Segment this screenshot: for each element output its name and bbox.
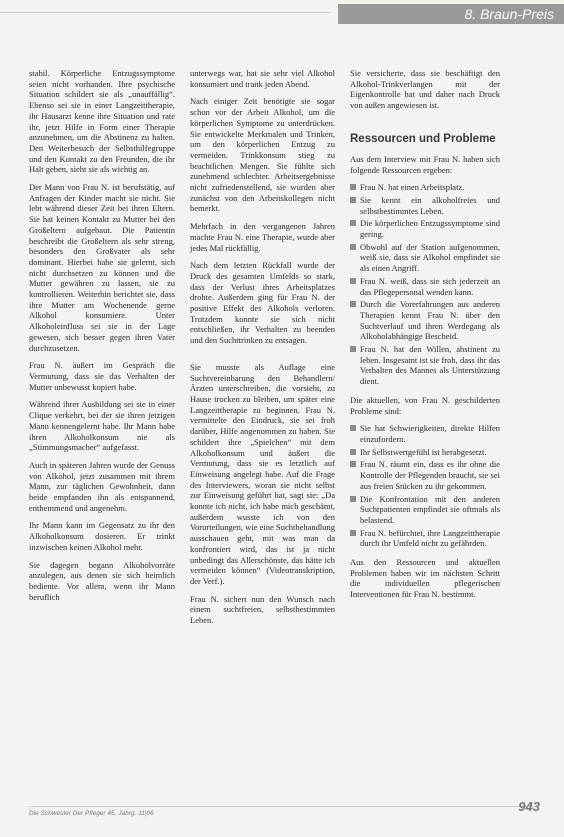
list-item: Sie kennt ein alkoholfreies und selbstbestimmtes Leben. [350,195,500,216]
list-item: Durch die Vorerfahrungen aus anderen Therapien kennt Frau N. über den Suchtverlauf und ihren Werdegang als Alkoholabhängige Bescheid. [350,299,500,342]
paragraph: Der Mann von Frau N. ist berufstätig, auf Anfragen der Kinder macht sie nicht. Sie lebt während dieser Zeit bei ihren Eltern. Sie hat keinen Kontakt zu Mutter bei den Großeltern aufgebaut. Die Patientin beschreibt die Großeltern als sehr streng, besonders den Großvater als sehr dominant. Hierbei habe sie gelernt, sich nicht durchsetzen zu können und die Mutter gewähren zu lassen, sie zu kontrollieren. Weiterhin berichtet sie, dass ihre Mutter am Wochenende gerne Alkohol konsumiere. Unter Alkoholeinfluss sei sie in der Lage gewesen, sich besser gegen ihren Vater durchzusetzen. [29,182,175,353]
paragraph: Sie versicherte, dass sie beschäftigt den Alkohol-Trinkverlangen mit der Eigenkontrolle hat und daher nach Druck von außen angewiesen ist. [350,68,500,111]
paragraph: Während ihrer Ausbildung sei sie in einer Clique verkehrt, bei der sie ihren jetzigen Mann kennengelernt habe. Ihr Mann habe ihren Alkoholkonsum nie als „Stimmungsmacher“ aufgefasst. [29,399,175,453]
list-item: Sie hat Schwierigkeiten, direkte Hilfen einzufordern. [350,423,500,444]
list-item: Frau N. räumt ein, dass es ihr ohne die Kontrolle der Pflegenden braucht, sie sei aus freien Stücken zu ihr gekommen. [350,459,500,491]
paragraph: Mehrfach in den vergangenen Jahren machte Frau N. eine Therapie, wurde aber jedes Mal rückfällig. [190,221,335,253]
list-item: Die körperlichen Entzugssymptome sind gering. [350,218,500,239]
problems-list [350,423,500,549]
list-item: Frau N. hat den Willen, abstinent zu leben. Insgesamt ist sie froh, dass ihr das Verhalten des Mannes als Unterstützung dient. [350,344,500,387]
column-1 [29,68,175,609]
list-item: Die Konfrontation mit den anderen Suchtpatienten empfindet sie oftmals als belastend. [350,494,500,526]
header-rule [0,12,330,13]
list-item: Frau N. weiß, dass sie sich jederzeit an das Pflegepersonal wenden kann. [350,276,500,297]
paragraph: Aus dem Interview mit Frau N. haben sich folgende Ressourcen ergeben: [350,153,500,175]
column-3 [350,68,500,607]
journal-name: Die Schwester Der Pfleger 45. Jahrg. 11|06 [29,810,154,817]
paragraph: Die aktuellen, von Frau N. geschilderten Probleme sind: [350,394,500,416]
paragraph: Frau N. äußert im Gespräch die Vermutung, dass sie das Verhalten der Mutter unbewusst kopiert habe. [29,360,175,392]
list-item: Frau N. befürchtet, ihre Langzeittherapie durch ihr Umfeld nicht zu gefährden. [350,528,500,549]
page-number: 943 [518,799,540,814]
paragraph: Auch in späteren Jahren wurde der Genuss von Alkohol, jetzt zusammen mit ihrem Mann, zur täglichen Gewohnheit, dann beide empfanden ihn als entspannend, enthemmend und angenehm. [29,459,175,513]
paragraph: Sie musste als Auflage eine Suchtvereinbarung den Behandlern/Ärzten unterschreiben, die vorsieht, zu Hause trocken zu bleiben, um später eine Langzeittherapie zu beginnen. Frau N. vermittelte den Eindruck, sie sei froh darüber, Hilfe angenommen zu haben. Sie schildert ihre „Spielchen“ mit dem Alkoholkonsum und äußert die Vermutung, dass sie es letztlich auf Einweisung angelegt habe. Auf die Frage des Interviewers, woran sie nicht selbst zur Einweisung geführt hat, sagt sie: „Da konnte ich nicht, ich habe mich geschämt, außerdem wusste ich von den Vorurteilungen, wie eine Suchtbehandlung ausschauen geht, mit was man da konfrontiert wird, das ist ja nicht unbedingt das Allerschönste, das hätte ich vermeiden können“ (Videotranskription, der Verf.). [190,361,335,586]
list-item: Obwohl auf der Station aufgenommen, weiß sie, dass sie Alkohol empfindet sie als einen Angriff. [350,242,500,274]
paragraph: Ihr Mann kann im Gegensatz zu ihr den Alkoholkonsum dosieren. Er trinkt inzwischen keinen Alkohol mehr. [29,520,175,552]
footer-rule [29,806,539,807]
paragraph: Nach dem letzten Rückfall wurde der Druck des gesamten Umfelds so stark, dass der Verlust ihres Arbeitsplatzes drohte. Außerdem ging für Frau N. der positive Effekt des Alkohols verloren. Trotzdem konnte sie sich nicht entschließen, ihr Verhalten zu beenden und den Suchttrinken zu entsagen. [190,260,335,346]
column-2 [190,68,335,633]
paragraph: Sie dagegen begann Alkoholvorräte anzulegen, aus denen sie sich heimlich bediente. Vor allem, wenn ihr Mann beruflich [29,559,175,602]
paragraph: Nach einiger Zeit benötigte sie sogar schon vor der Arbeit Alkohol, um die körperlichen Symptome zu unterdrücken. Sie entwickelte Merkmalen und Trinken, um den körperlichen Entzug zu vermeiden. Trinkkonsum stieg zu beachtlichen Mengen. Sie fühlte sich zunehmend schlechter. Arbeitsergebnisse nicht zufriedenstellend, sie wurden aber zunächst von den Arbeitskollegen nicht bemerkt. [190,96,335,214]
list-item: Ihr Selbstwertgefühl ist herabgesetzt. [350,447,500,458]
list-item: Frau N. hat einen Arbeitsplatz. [350,182,500,193]
resources-list [350,182,500,387]
paragraph: unterwegs war, hat sie sehr viel Alkohol konsumiert und trank jeden Abend. [190,68,335,89]
section-title: 8. Braun-Preis [338,4,564,24]
paragraph: Aus den Ressourcen und aktuellen Problemen haben wir im nächsten Schritt die individuellen pflegerischen Interventionen für Frau N. bestimmt. [350,557,500,600]
page-header [0,0,564,26]
paragraph: Frau N. sichert nun den Wunsch nach einem suchtfreien, selbstbestimmten Leben. [190,593,335,626]
section-heading: Ressourcen und Probleme [350,132,496,145]
paragraph: stabil. Körperliche Entzugssymptome seien nicht vorhanden. Ihre psychische Situation schildert sie als „unauffällig“. Ebenso sei sie in einer Langzeittherapie, ihr Hausarzt kenne ihre Situation und rate ihr, jetzt Hilfe in Form einer Therapie anzunehmen, um die Abstinenz zu halten. Den Weiterbesuch der Selbsthilfegruppe und den Kontakt zu den Freunden, die ihr Halt geben, sieht sie als wichtig an. [29,68,175,175]
